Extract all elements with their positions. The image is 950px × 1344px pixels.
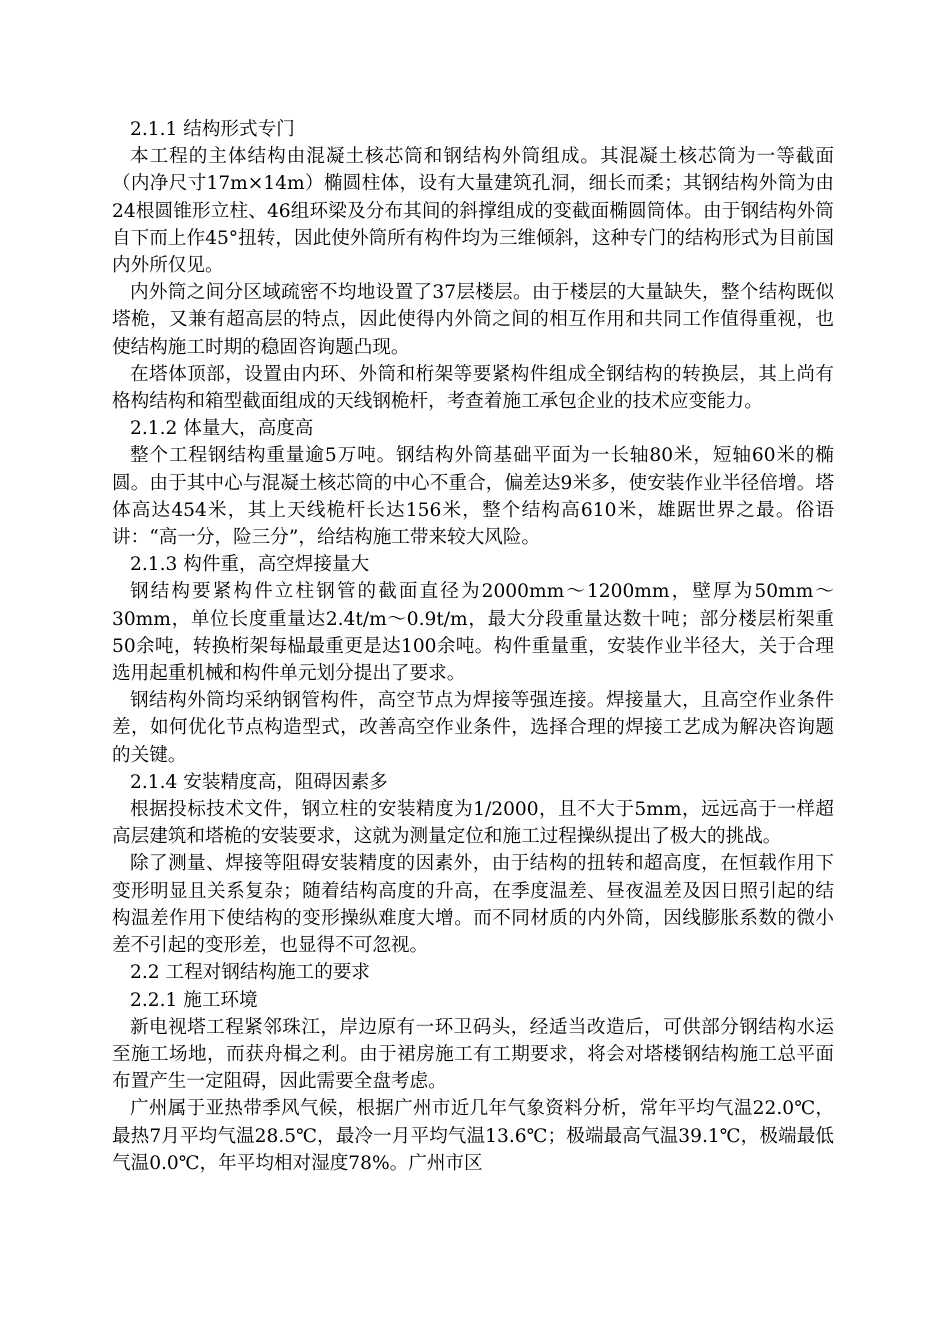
section-heading-2-1-4: 2.1.4 安装精度高，阻碍因素多 [130, 771, 388, 793]
paragraph: 本工程的主体结构由混凝土核芯筒和钢结构外筒组成。其混凝土核芯筒为一等截面（内净尺寸17m×14m）椭圆柱体，设有大量建筑孔洞，细长而柔；其钢结构外筒为由24根圆锥形立柱、46组环梁及分布其间的斜撑组成的变截面椭圆筒体。由于钢结构外筒自下而上作45°扭转，因此使外筒所有构件均为三维倾斜，这种专门的结构形式为目前国内外所仅见。 [112, 146, 834, 277]
section-heading-2-1-3: 2.1.3 构件重，高空焊接量大 [130, 554, 370, 576]
paragraph: 除了测量、焊接等阻碍安装精度的因素外，由于结构的扭转和超高度，在恒载作用下变形明显且关系复杂；随着结构高度的升高，在季度温差、昼夜温差及因日照引起的结构温差作用下使结构的变形操纵难度大增。而不同材质的内外筒，因线膨胀系数的微小差不引起的变形差，也显得不可忽视。 [112, 853, 834, 957]
section-heading-2-1-1: 2.1.1 结构形式专门 [130, 119, 295, 140]
paragraph: 钢结构要紧构件立柱钢管的截面直径为2000mm～1200mm，壁厚为50mm～30mm，单位长度重量达2.4t/m～0.9t/m，最大分段重量达数十吨；部分楼层桁架重50余吨，转换桁架每榀最重更是达100余吨。构件重量重，安装作业半径大，关于合理选用起重机械和构件单元划分提出了要求。 [112, 581, 834, 685]
paragraph: 在塔体顶部，设置由内环、外筒和桁架等要紧构件组成全钢结构的转换层，其上尚有格构结构和箱型截面组成的天线钢桅杆，考查着施工承包企业的技术应变能力。 [112, 363, 834, 413]
paragraph: 根据投标技术文件，钢立柱的安装精度为1/2000，且不大于5mm，远远高于一样超高层建筑和塔桅的安装要求，这就为测量定位和施工过程操纵提出了极大的挑战。 [112, 799, 834, 848]
paragraph: 新电视塔工程紧邻珠江，岸边原有一环卫码头，经适当改造后，可供部分钢结构水运至施工场地，而获舟楫之利。由于裙房施工有工期要求，将会对塔楼钢结构施工总平面布置产生一定阻碍，因此需要全盘考虑。 [112, 1016, 834, 1093]
section-heading-2-1-2: 2.1.2 体量大，高度高 [130, 418, 314, 440]
section-heading-2-2-1: 2.2.1 施工环境 [130, 989, 258, 1011]
paragraph: 钢结构外筒均采纳钢管构件，高空节点为焊接等强连接。焊接量大，且高空作业条件差，如何优化节点构造型式，改善高空作业条件，选择合理的焊接工艺成为解决咨询题的关键。 [112, 690, 834, 766]
document-body [112, 116, 834, 1177]
paragraph: 广州属于亚热带季风气候，根据广州市近几年气象资料分析，常年平均气温22.0℃，最热7月平均气温28.5℃，最冷一月平均气温13.6℃；极端最高气温39.1℃，极端最低气温0.0℃，年平均相对湿度78%。广州市区 [112, 1098, 834, 1174]
paragraph: 内外筒之间分区域疏密不均地设置了37层楼层。由于楼层的大量缺失，整个结构既似塔桅，又兼有超高层的特点，因此使得内外筒之间的相互作用和共同工作值得重视，也使结构施工时期的稳固咨询题凸现。 [112, 282, 834, 358]
paragraph: 整个工程钢结构重量逾5万吨。钢结构外筒基础平面为一长轴80米，短轴60米的椭圆。由于其中心与混凝土核芯筒的中心不重合，偏差达9米多，使安装作业半径倍增。塔体高达454米，其上天线桅杆长达156米，整个结构高610米，雄踞世界之最。俗语讲：“高一分，险三分”，给结构施工带来较大风险。 [112, 445, 834, 549]
section-heading-2-2: 2.2 工程对钢结构施工的要求 [130, 962, 371, 984]
